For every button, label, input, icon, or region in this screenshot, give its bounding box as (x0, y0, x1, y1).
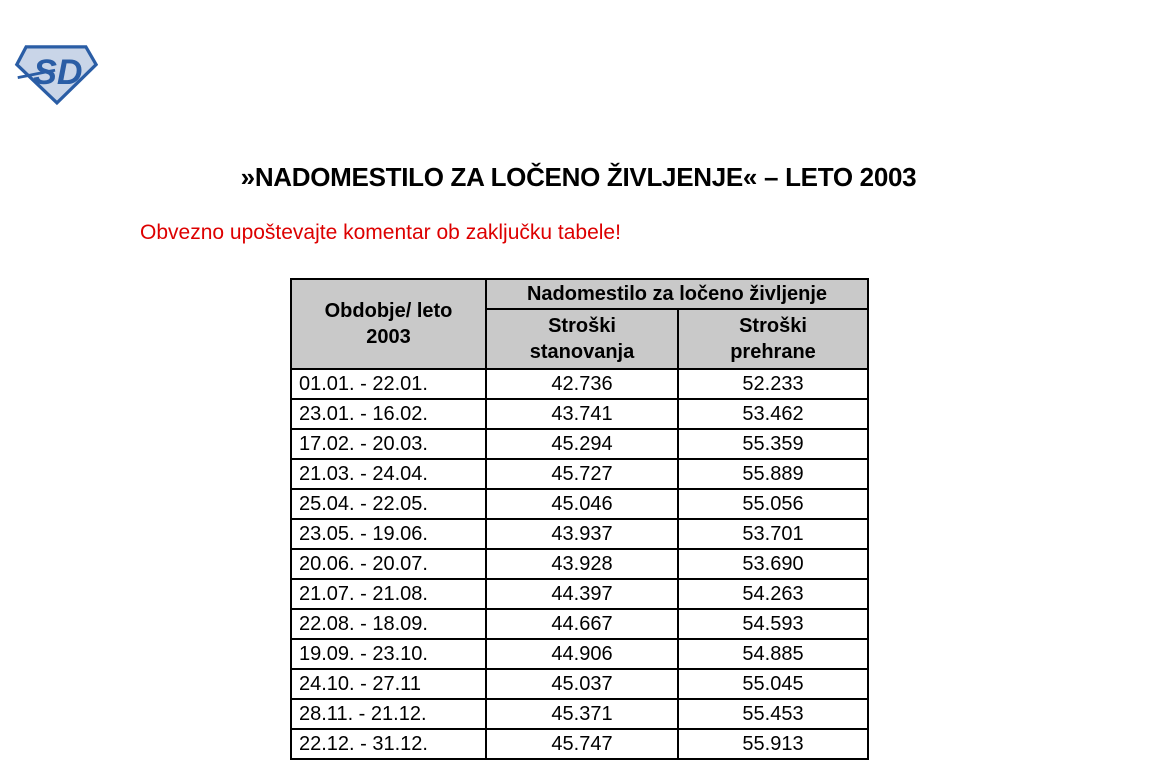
food-cell: 52.233 (678, 369, 868, 399)
period-cell: 22.08. - 18.09. (291, 609, 486, 639)
food-cell: 55.453 (678, 699, 868, 729)
housing-cell: 45.037 (486, 669, 678, 699)
table-row (291, 699, 868, 729)
group-header: Nadomestilo za ločeno življenje (486, 279, 868, 309)
food-cell: 55.045 (678, 669, 868, 699)
logo-letters: SD (33, 52, 83, 93)
food-cell: 55.889 (678, 459, 868, 489)
period-cell: 25.04. - 22.05. (291, 489, 486, 519)
header-row-group (291, 279, 868, 309)
housing-cell: 44.397 (486, 579, 678, 609)
table-row (291, 489, 868, 519)
table-row (291, 429, 868, 459)
sd-logo (14, 40, 98, 106)
housing-cell: 44.667 (486, 609, 678, 639)
food-cell: 54.593 (678, 609, 868, 639)
housing-cell: 45.747 (486, 729, 678, 759)
food-header-line2: prehrane (730, 341, 816, 363)
food-cell: 54.885 (678, 639, 868, 669)
housing-cell: 43.741 (486, 399, 678, 429)
period-cell: 23.01. - 16.02. (291, 399, 486, 429)
period-cell: 20.06. - 20.07. (291, 549, 486, 579)
notice-text: Obvezno upoštevajte komentar ob zaključku tabele! (140, 221, 621, 244)
period-cell: 19.09. - 23.10. (291, 639, 486, 669)
period-cell: 21.03. - 24.04. (291, 459, 486, 489)
sd-logo-graphic (14, 40, 98, 106)
period-column-header (291, 279, 486, 369)
page-title: »NADOMESTILO ZA LOČENO ŽIVLJENJE« – LETO 2003 (240, 162, 917, 192)
food-header-line1: Stroški (739, 315, 807, 337)
food-cell: 53.462 (678, 399, 868, 429)
period-cell: 24.10. - 27.11 (291, 669, 486, 699)
period-header-line1: Obdobje/ leto (324, 300, 453, 322)
period-cell: 28.11. - 21.12. (291, 699, 486, 729)
housing-column-header (486, 309, 678, 369)
food-cell: 53.701 (678, 519, 868, 549)
compensation-table (290, 278, 869, 760)
table-row (291, 579, 868, 609)
table-row (291, 609, 868, 639)
table-row (291, 459, 868, 489)
food-cell: 55.359 (678, 429, 868, 459)
housing-header-line1: Stroški (548, 315, 616, 337)
food-cell: 53.690 (678, 549, 868, 579)
housing-cell: 45.727 (486, 459, 678, 489)
housing-cell: 45.294 (486, 429, 678, 459)
table-row (291, 669, 868, 699)
food-column-header (678, 309, 868, 369)
housing-cell: 43.928 (486, 549, 678, 579)
food-cell: 55.913 (678, 729, 868, 759)
table-row (291, 639, 868, 669)
housing-cell: 45.046 (486, 489, 678, 519)
table-body (291, 369, 868, 759)
period-cell: 21.07. - 21.08. (291, 579, 486, 609)
table-row (291, 519, 868, 549)
housing-cell: 45.371 (486, 699, 678, 729)
table-header (291, 279, 868, 369)
table-row (291, 729, 868, 759)
food-cell: 54.263 (678, 579, 868, 609)
period-cell: 17.02. - 20.03. (291, 429, 486, 459)
housing-header-line2: stanovanja (529, 341, 635, 363)
housing-cell: 43.937 (486, 519, 678, 549)
period-header-line2: 2003 (366, 326, 411, 348)
food-cell: 55.056 (678, 489, 868, 519)
period-cell: 01.01. - 22.01. (291, 369, 486, 399)
table-row (291, 369, 868, 399)
housing-cell: 44.906 (486, 639, 678, 669)
period-cell: 23.05. - 19.06. (291, 519, 486, 549)
housing-cell: 42.736 (486, 369, 678, 399)
period-cell: 22.12. - 31.12. (291, 729, 486, 759)
table-row (291, 399, 868, 429)
table-row (291, 549, 868, 579)
